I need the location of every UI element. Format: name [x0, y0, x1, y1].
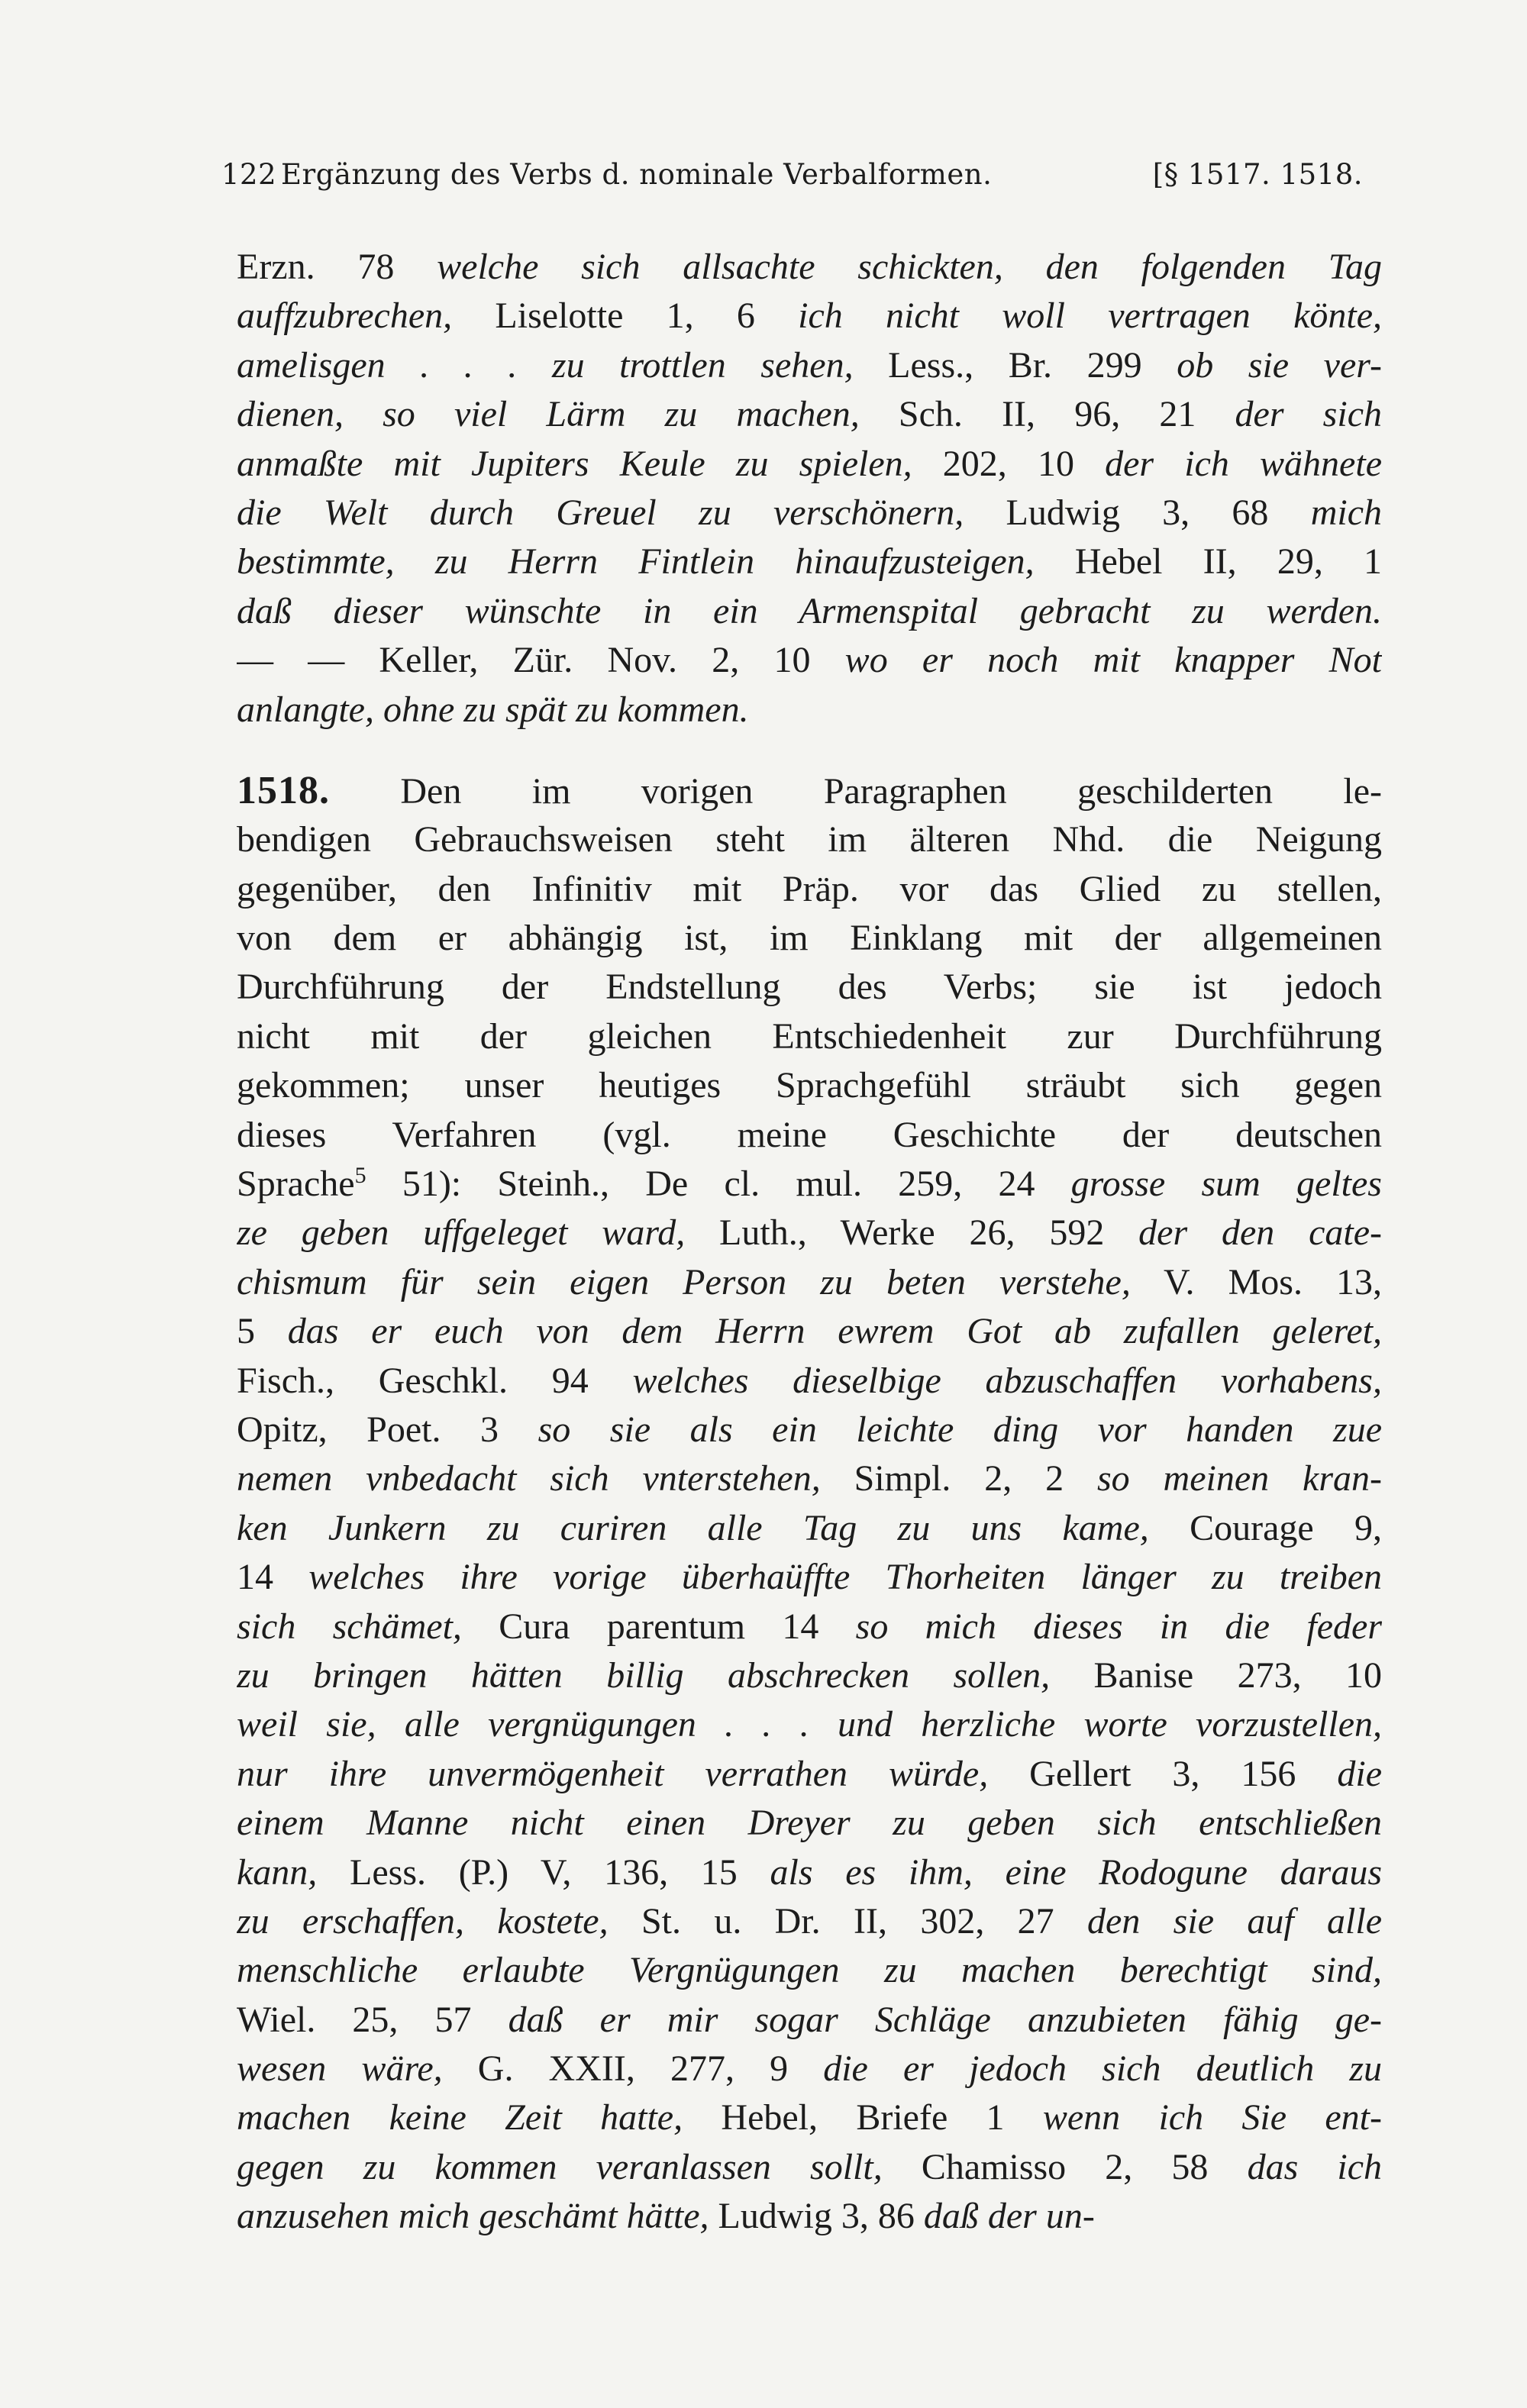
text-line	[237, 440, 1382, 489]
citation-quote: daß dieser wünschte in ein Armenspital gebracht zu werden.	[237, 590, 1382, 631]
text-line	[237, 341, 1382, 390]
text-line	[237, 636, 1382, 685]
citation-quote: ob sie ver-	[1177, 344, 1382, 386]
text-line	[237, 292, 1382, 341]
text-run: Simpl. 2, 2	[820, 1458, 1097, 1499]
text-line	[237, 1406, 1382, 1454]
superscript: 5	[354, 1163, 366, 1189]
text-line	[237, 686, 1382, 734]
citation-quote: chismum für sein eigen Person zu beten verstehe,	[237, 1261, 1131, 1302]
text-line	[237, 2093, 1382, 2142]
running-header	[221, 158, 1363, 191]
citation-quote: mich	[1310, 492, 1382, 533]
text-line	[237, 963, 1382, 1012]
text-run: Banise 273, 10	[1050, 1654, 1382, 1696]
text-run: Cura parentum 14	[461, 1606, 856, 1647]
citation-quote: zu bringen hätten billig abschrecken sollen,	[237, 1654, 1051, 1696]
text-run: Liselotte 1, 6	[452, 295, 799, 337]
text-run: bendigen Gebrauchsweisen steht im älteren Nhd. die Neigung	[237, 819, 1382, 860]
text-run: Courage 9,	[1148, 1507, 1382, 1548]
text-line	[237, 587, 1382, 636]
citation-quote: so sie als ein leichte ding vor handen zue	[538, 1409, 1382, 1450]
citation-quote: das er euch von dem Herrn ewrem Got ab zufallen geleret,	[287, 1311, 1382, 1352]
citation-quote: der ich wähnete	[1105, 443, 1382, 484]
text-run: Erzn. 78	[237, 247, 437, 287]
citation-quote: einem Manne nicht einen Dreyer zu geben sich entschließen	[237, 1803, 1382, 1844]
text-run: Den im vorigen Paragraphen geschilderten le-	[330, 770, 1382, 812]
text-line	[237, 243, 1382, 292]
citation-quote: zu erschaffen, kostete,	[237, 1900, 609, 1942]
citation-quote: machen keine Zeit hatte,	[237, 2097, 683, 2138]
text-run: Opitz, Poet. 3	[237, 1409, 538, 1450]
text-line	[237, 1061, 1382, 1110]
text-line	[237, 1553, 1382, 1602]
text-run: 14	[237, 1557, 309, 1598]
text-line	[237, 1996, 1382, 2045]
text-run: Less. (P.) V, 136, 15	[317, 1851, 770, 1893]
text-line	[237, 1799, 1382, 1848]
text-line	[237, 1209, 1382, 1257]
text-line	[237, 1700, 1382, 1749]
citation-quote: ken Junkern zu curiren alle Tag zu uns kame,	[237, 1507, 1149, 1548]
citation-quote: der sich	[1235, 394, 1382, 435]
text-line	[237, 1160, 1382, 1209]
text-run: Ludwig 3, 68	[964, 492, 1311, 533]
citation-quote: ich nicht woll vertragen könte,	[798, 295, 1382, 337]
text-run: von dem er abhängig ist, im Einklang mit der allgemeinen	[237, 918, 1382, 959]
text-line	[237, 2045, 1382, 2093]
citation-quote: wo er noch mit knapper Not	[844, 640, 1382, 681]
citation-quote: als es ihm, eine Rodogune daraus	[770, 1851, 1382, 1893]
citation-quote: die Welt durch Greuel zu verschönern,	[237, 492, 964, 533]
citation-quote: dienen, so viel Lärm zu machen,	[237, 394, 860, 435]
text-run: G. XXII, 277, 9	[442, 2048, 824, 2090]
citation-quote: der den cate-	[1138, 1212, 1382, 1254]
page-number: 122	[221, 158, 277, 191]
text-line	[237, 1307, 1382, 1356]
text-line	[237, 865, 1382, 914]
text-line	[237, 1651, 1382, 1700]
citation-quote: den sie auf alle	[1087, 1900, 1382, 1942]
citation-quote: die	[1337, 1753, 1382, 1794]
citation-quote: bestimmte, zu Herrn Fintlein hinaufzusteigen,	[237, 541, 1035, 583]
citation-quote: amelisgen . . . zu trottlen sehen,	[237, 344, 854, 386]
citation-quote: welches dieselbige abzuschaffen vorhabens,	[632, 1360, 1382, 1401]
text-run: 5	[237, 1311, 288, 1352]
citation-quote: menschliche erlaubte Vergnügungen zu machen berechtigt sind,	[237, 1950, 1382, 1991]
text-line	[237, 1504, 1382, 1553]
text-run: Sprache	[237, 1164, 355, 1205]
text-line	[237, 489, 1382, 537]
citation-quote: so mich dieses in die feder	[855, 1606, 1382, 1647]
citation-quote: auffzubrechen,	[237, 295, 453, 337]
citation-quote: weil sie, alle vergnügungen . . . und herzliche worte vorzustellen,	[237, 1704, 1382, 1745]
text-run: — — Keller, Zür. Nov. 2, 10	[237, 640, 845, 681]
text-run: nicht mit der gleichen Entschiedenheit zur Durchführung	[237, 1015, 1382, 1057]
text-line	[237, 1012, 1382, 1061]
citation-quote: anlangte, ohne zu spät zu kommen.	[237, 689, 749, 730]
citation-quote: nur ihre unvermögenheit verrathen würde,	[237, 1753, 989, 1794]
text-run: gekommen; unser heutiges Sprachgefühl sträubt sich gegen	[237, 1065, 1382, 1106]
body-text	[237, 243, 1382, 2242]
text-line	[237, 914, 1382, 963]
text-line	[237, 2143, 1382, 2192]
text-run: Ludwig 3, 86	[709, 2196, 924, 2237]
text-line	[237, 1258, 1382, 1307]
text-run: Chamisso 2, 58	[882, 2146, 1248, 2187]
citation-quote: wesen wäre,	[237, 2048, 443, 2090]
citation-quote: wenn ich Sie ent-	[1042, 2097, 1382, 2138]
text-line	[237, 390, 1382, 439]
paragraph-1517-continuation	[237, 243, 1382, 734]
citation-quote: sich schämet,	[237, 1606, 462, 1647]
text-run: St. u. Dr. II, 302, 27	[608, 1900, 1088, 1942]
text-run: Durchführung der Endstellung des Verbs; sie ist jedoch	[237, 967, 1382, 1008]
text-run: 51): Steinh., De cl. mul. 259, 24	[366, 1164, 1071, 1205]
citation-quote: kann,	[237, 1851, 318, 1893]
text-run: Less., Br. 299	[853, 344, 1177, 386]
citation-quote: daß der un-	[923, 2196, 1095, 2237]
citation-quote: nemen vnbedacht sich vnterstehen,	[237, 1458, 821, 1499]
citation-quote: anzusehen mich geschämt hätte,	[237, 2196, 709, 2237]
text-run: gegenüber, den Infinitiv mit Präp. vor das Glied zu stellen,	[237, 868, 1382, 909]
citation-quote: welche sich allsachte schickten, den folgenden Tag	[437, 247, 1382, 287]
paragraph-gap	[237, 734, 1382, 767]
citation-quote: anmaßte mit Jupiters Keule zu spielen,	[237, 443, 912, 484]
running-title: Ergänzung des Verbs d. nominale Verbalformen.	[281, 158, 993, 191]
text-line	[237, 2192, 1382, 2241]
text-run: Gellert 3, 156	[988, 1753, 1338, 1794]
text-run: Fisch., Geschkl. 94	[237, 1360, 633, 1401]
text-run: Wiel. 25, 57	[237, 1999, 508, 2040]
citation-quote: daß er mir sogar Schläge anzubieten fähig ge-	[508, 1999, 1382, 2040]
text-line	[237, 767, 1382, 815]
citation-quote: die er jedoch sich deutlich zu	[823, 2048, 1382, 2090]
text-line	[237, 1357, 1382, 1406]
text-line	[237, 537, 1382, 586]
section-reference: [§ 1517. 1518.	[1152, 158, 1363, 191]
section-number: 1518.	[237, 768, 330, 812]
citation-quote: gegen zu kommen veranlassen sollt,	[237, 2146, 883, 2187]
text-line	[237, 1454, 1382, 1503]
text-line	[237, 1750, 1382, 1799]
text-line	[237, 1848, 1382, 1897]
text-line	[237, 1111, 1382, 1160]
text-line	[237, 815, 1382, 864]
citation-quote: grosse sum geltes	[1070, 1164, 1382, 1205]
text-line	[237, 1897, 1382, 1946]
text-run: 202, 10	[912, 443, 1106, 484]
citation-quote: so meinen kran-	[1096, 1458, 1382, 1499]
text-run: Luth., Werke 26, 592	[685, 1212, 1139, 1254]
text-run: Hebel, Briefe 1	[683, 2097, 1043, 2138]
citation-quote: ze geben uffgeleget ward,	[237, 1212, 686, 1254]
citation-quote: das ich	[1247, 2146, 1382, 2187]
paragraph-1518	[237, 767, 1382, 2242]
text-run: V. Mos. 13,	[1130, 1261, 1382, 1302]
text-run: dieses Verfahren (vgl. meine Geschichte der deutschen	[237, 1114, 1382, 1155]
text-line	[237, 1946, 1382, 1995]
text-line	[237, 1603, 1382, 1651]
text-run: Hebel II, 29, 1	[1034, 541, 1382, 583]
citation-quote: welches ihre vorige überhaüffte Thorheiten länger zu treiben	[308, 1557, 1382, 1598]
text-run: Sch. II, 96, 21	[859, 394, 1235, 435]
